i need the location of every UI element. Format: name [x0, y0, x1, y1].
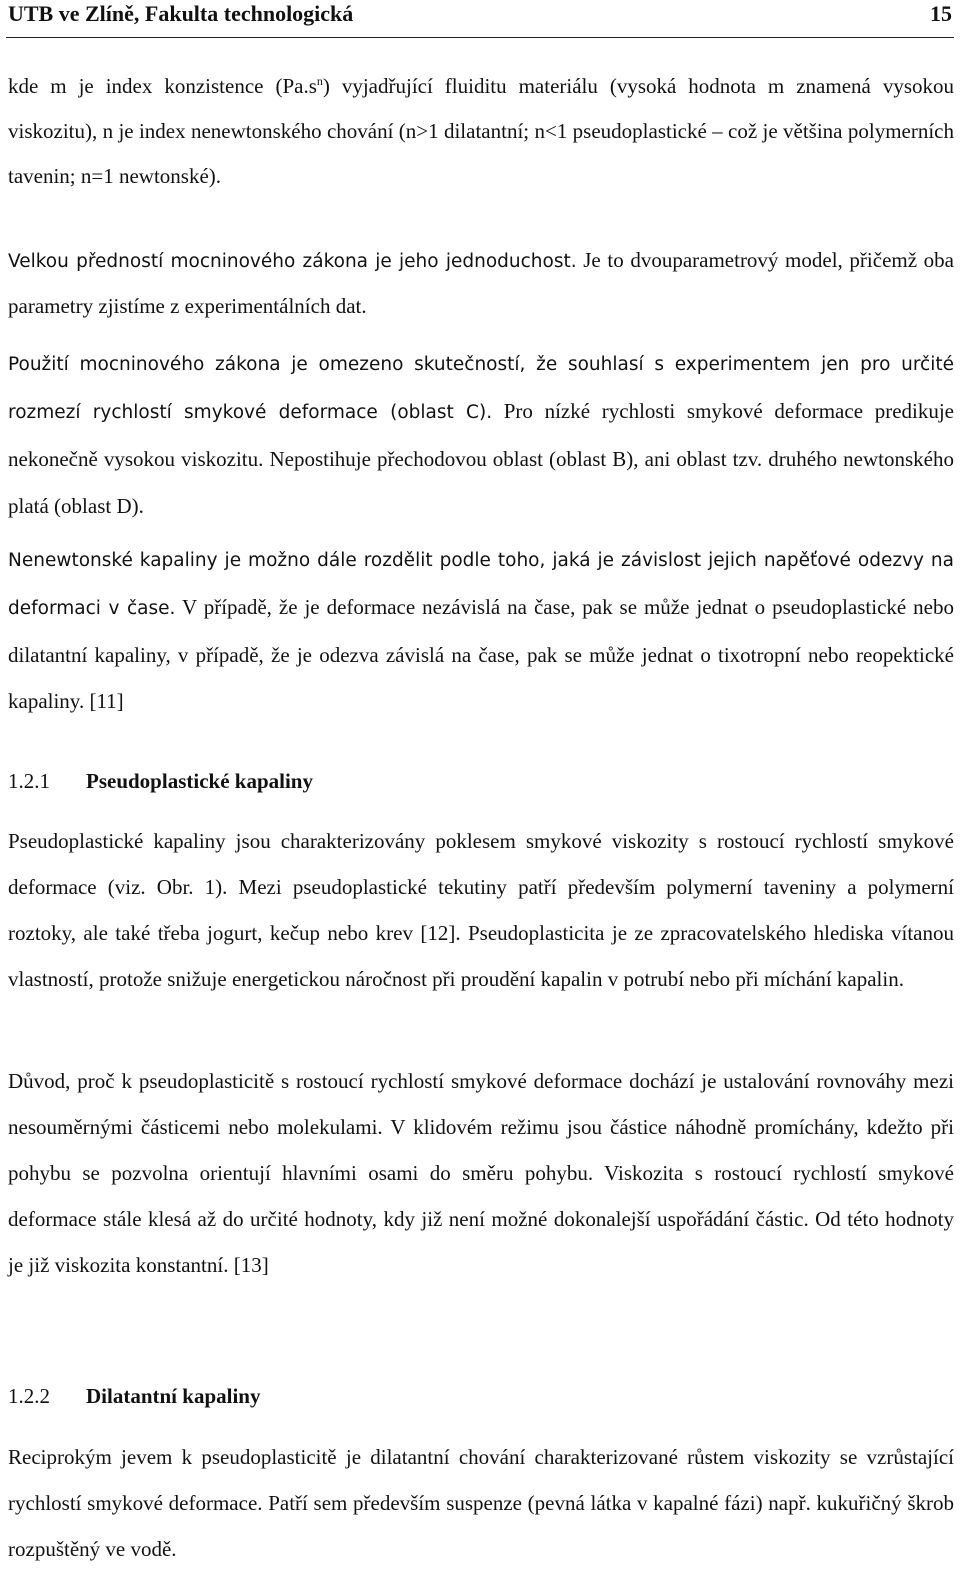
paragraph-dilatant-definition	[8, 1434, 954, 1572]
section-heading-pseudoplastic	[8, 766, 954, 796]
section-title: Pseudoplastické kapaliny	[86, 769, 313, 793]
p3-text-a: Použití mocninového zákona je omezeno skutečností, že souhlasí s experimentem jen pro určité rozmezí rychlostí smykové deformace (oblast C).	[8, 354, 954, 423]
p6-text: Důvod, proč k pseudoplasticitě s rostoucí rychlostí smykové deformace dochází je ustalování rovnováhy mezi nesouměrnými částicemi nebo molekulami. V klidovém režimu jsou částice náhodně promíchány, kdežto při pohybu se pozvolna orientují hlavními osami do směru pohybu. Viskozita s rostoucí rychlostí smykové deformace stále klesá až do určité hodnoty, kdy již není možné dokonalejší uspořádání částic. Od této hodnoty je již viskozita konstantní. [13]	[8, 1069, 954, 1277]
paragraph-pseudoplastic-mechanism	[8, 1058, 954, 1288]
section-number: 1.2.1	[8, 769, 50, 793]
p4-text-b: V případě, že je deformace nezávislá na čase, pak se může jednat o pseudoplastické nebo dilatantní kapaliny, v případě, že je odezva závislá na čase, pak se může jednat o tixotropní nebo reopektické kapaliny. [11]	[8, 595, 954, 713]
header-divider	[6, 37, 954, 38]
paragraph-power-law-parameters	[8, 64, 954, 199]
section-heading-dilatant	[8, 1381, 954, 1411]
paragraph-pseudoplastic-definition	[8, 818, 954, 1002]
p5-text: Pseudoplastické kapaliny jsou charakterizovány poklesem smykové viskozity s rostoucí rychlostí smykové deformace (viz. Obr. 1). Mezi pseudoplastické tekutiny patří především polymerní taveniny a polymerní roztoky, ale také třeba jogurt, kečup nebo krev [12]. Pseudoplasticita je ze zpracovatelského hlediska vítanou vlastností, protože snižuje energetickou náročnost při proudění kapalin v potrubí nebo při míchání kapalin.	[8, 829, 954, 991]
p3-text-c: Nepostihuje přechodovou oblast (oblast B), ani oblast tzv. druhého newtonského platá (oblast D).	[8, 447, 954, 518]
header-title: UTB ve Zlíně, Fakulta technologická	[8, 1, 354, 26]
p1-text-b: ) vyjadřující fluiditu materiálu (vysoká hodnota m znamená vysokou viskozitu), n je index nenewtonského chování (n>1 dilatantní; n<1 pseudoplastické – což je většina polymerních tavenin; n=1 newtonské).	[8, 74, 955, 188]
section-title: Dilatantní kapaliny	[86, 1384, 261, 1408]
p1-text-a: kde m je index konzistence (Pa.s	[8, 74, 317, 98]
paragraph-fluid-classification	[8, 536, 954, 724]
p1-superscript: n	[316, 74, 323, 88]
page-number: 15	[930, 1, 952, 26]
page-header	[8, 0, 952, 30]
p2-text-a: Velkou předností mocninového zákona je jeho jednoduchost.	[8, 251, 577, 272]
paragraph-power-law-advantage	[8, 238, 954, 328]
paragraph-power-law-limits	[8, 340, 954, 530]
section-number: 1.2.2	[8, 1384, 50, 1408]
p7-text: Reciprokým jevem k pseudoplasticitě je dilatantní chování charakterizované růstem viskozity se vzrůstající rychlostí smykové deformace. Patří sem především suspenze (pevná látka v kapalné fázi) např. kukuřičný škrob rozpuštěný ve vodě.	[8, 1445, 954, 1561]
p4-text-a: Nenewtonské kapaliny je možno dále rozdělit podle toho, jaká je závislost jejich napěťové odezvy na deformaci v čase.	[8, 550, 954, 619]
p3-text-b: Pro nízké rychlosti smykové deformace predikuje nekonečně vysokou viskozitu.	[8, 399, 954, 471]
p2-text-b: Je to dvouparametrový model, přičemž oba parametry zjistíme z experimentálních dat.	[8, 248, 954, 318]
